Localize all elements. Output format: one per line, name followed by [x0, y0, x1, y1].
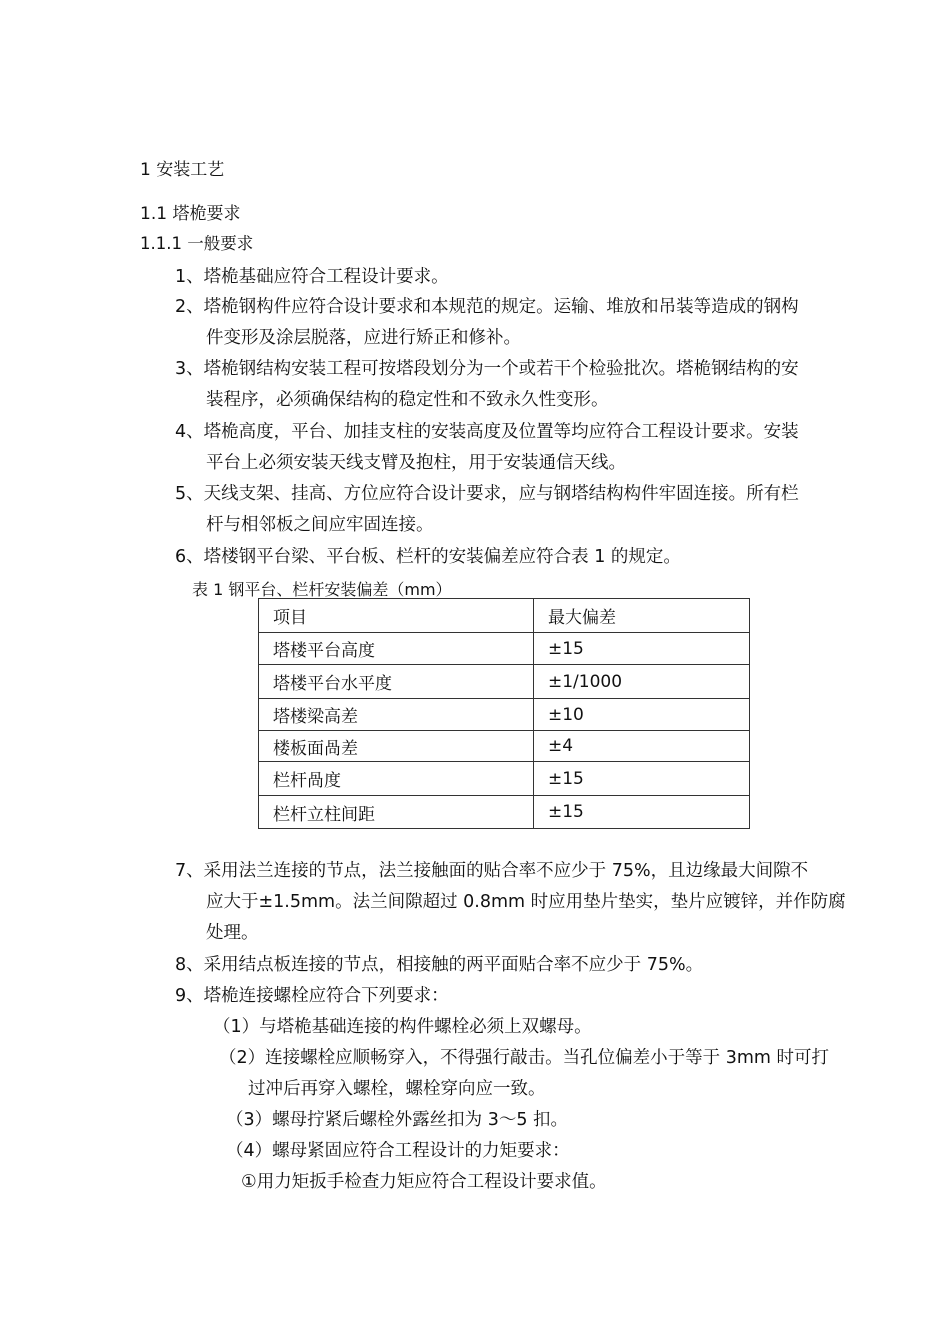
table-cell-value: ±10 [534, 699, 750, 731]
list-item-continuation: 应大于±1.5mm。法兰间隙超过 0.8mm 时应用垫片垫实，垫片应镀锌，并作防腐 [206, 892, 846, 912]
list-item: 4、塔桅高度，平台、加挂支柱的安装高度及位置等均应符合工程设计要求。安装 [175, 422, 799, 442]
list-item-continuation: 处理。 [206, 923, 259, 943]
table-row [259, 699, 750, 731]
table-caption: 表 1 钢平台、栏杆安装偏差（mm） [192, 580, 452, 599]
section-heading: 1 安装工艺 [140, 160, 225, 180]
sub-subsection-heading: 1.1.1 一般要求 [140, 234, 254, 253]
deviation-table [258, 598, 750, 829]
list-item: 3、塔桅钢结构安装工程可按塔段划分为一个或若干个检验批次。塔桅钢结构的安 [175, 359, 799, 379]
sub-item-continuation: 过冲后再穿入螺栓，螺栓穿向应一致。 [248, 1079, 546, 1099]
sub-item: （3）螺母拧紧后螺栓外露丝扣为 3～5 扣。 [226, 1110, 569, 1130]
table-header-cell: 项目 [259, 599, 534, 633]
table-cell-value: ±15 [534, 633, 750, 665]
list-item: 2、塔桅钢构件应符合设计要求和本规范的规定。运输、堆放和吊装等造成的钢构 [175, 297, 799, 317]
table-cell-item: 塔楼平台水平度 [259, 665, 534, 699]
table-row [259, 665, 750, 699]
table-cell-value: ±1/1000 [534, 665, 750, 699]
table-cell-item: 栏杆立柱间距 [259, 796, 534, 829]
table-cell-item: 栏杆咼度 [259, 762, 534, 796]
table-row [259, 762, 750, 796]
list-item-continuation: 件变形及涂层脱落，应进行矫正和修补。 [206, 328, 521, 348]
sub-item: （1）与塔桅基础连接的构件螺栓必须上双螺母。 [213, 1017, 592, 1037]
sub-item: （2）连接螺栓应顺畅穿入，不得强行敲击。当孔位偏差小于等于 3mm 时可打 [219, 1048, 829, 1068]
sub-item: （4）螺母紧固应符合工程设计的力矩要求： [226, 1141, 570, 1161]
table-row [259, 796, 750, 829]
list-item-continuation: 杆与相邻板之间应牢固连接。 [206, 515, 434, 535]
table-row [259, 731, 750, 762]
table-cell-value: ±4 [534, 731, 750, 762]
table-cell-item: 塔楼梁高差 [259, 699, 534, 731]
list-item: 5、天线支架、挂高、方位应符合设计要求，应与钢塔结构构件牢固连接。所有栏 [175, 484, 799, 504]
list-item-continuation: 装程序，必须确保结构的稳定性和不致永久性变形。 [206, 390, 609, 410]
list-item: 6、塔楼钢平台梁、平台板、栏杆的安装偏差应符合表 1 的规定。 [175, 547, 681, 567]
table-row [259, 633, 750, 665]
table-cell-value: ±15 [534, 796, 750, 829]
table-cell-item: 楼板面咼差 [259, 731, 534, 762]
table-cell-item: 塔楼平台高度 [259, 633, 534, 665]
list-item: 9、塔桅连接螺栓应符合下列要求： [175, 986, 449, 1006]
list-item: 8、采用结点板连接的节点，相接触的两平面贴合率不应少于 75%。 [175, 955, 704, 975]
list-item-continuation: 平台上必须安装天线支臂及抱柱，用于安装通信天线。 [206, 453, 626, 473]
table-header-cell: 最大偏差 [534, 599, 750, 633]
list-item: 1、塔桅基础应符合工程设计要求。 [175, 267, 449, 287]
list-item: 7、采用法兰连接的节点，法兰接触面的贴合率不应少于 75%，且边缘最大间隙不 [175, 861, 809, 881]
sub-sub-item: ①用力矩扳手检查力矩应符合工程设计要求值。 [241, 1172, 607, 1192]
table-header-row [259, 599, 750, 633]
subsection-heading: 1.1 塔桅要求 [140, 204, 241, 224]
table-cell-value: ±15 [534, 762, 750, 796]
